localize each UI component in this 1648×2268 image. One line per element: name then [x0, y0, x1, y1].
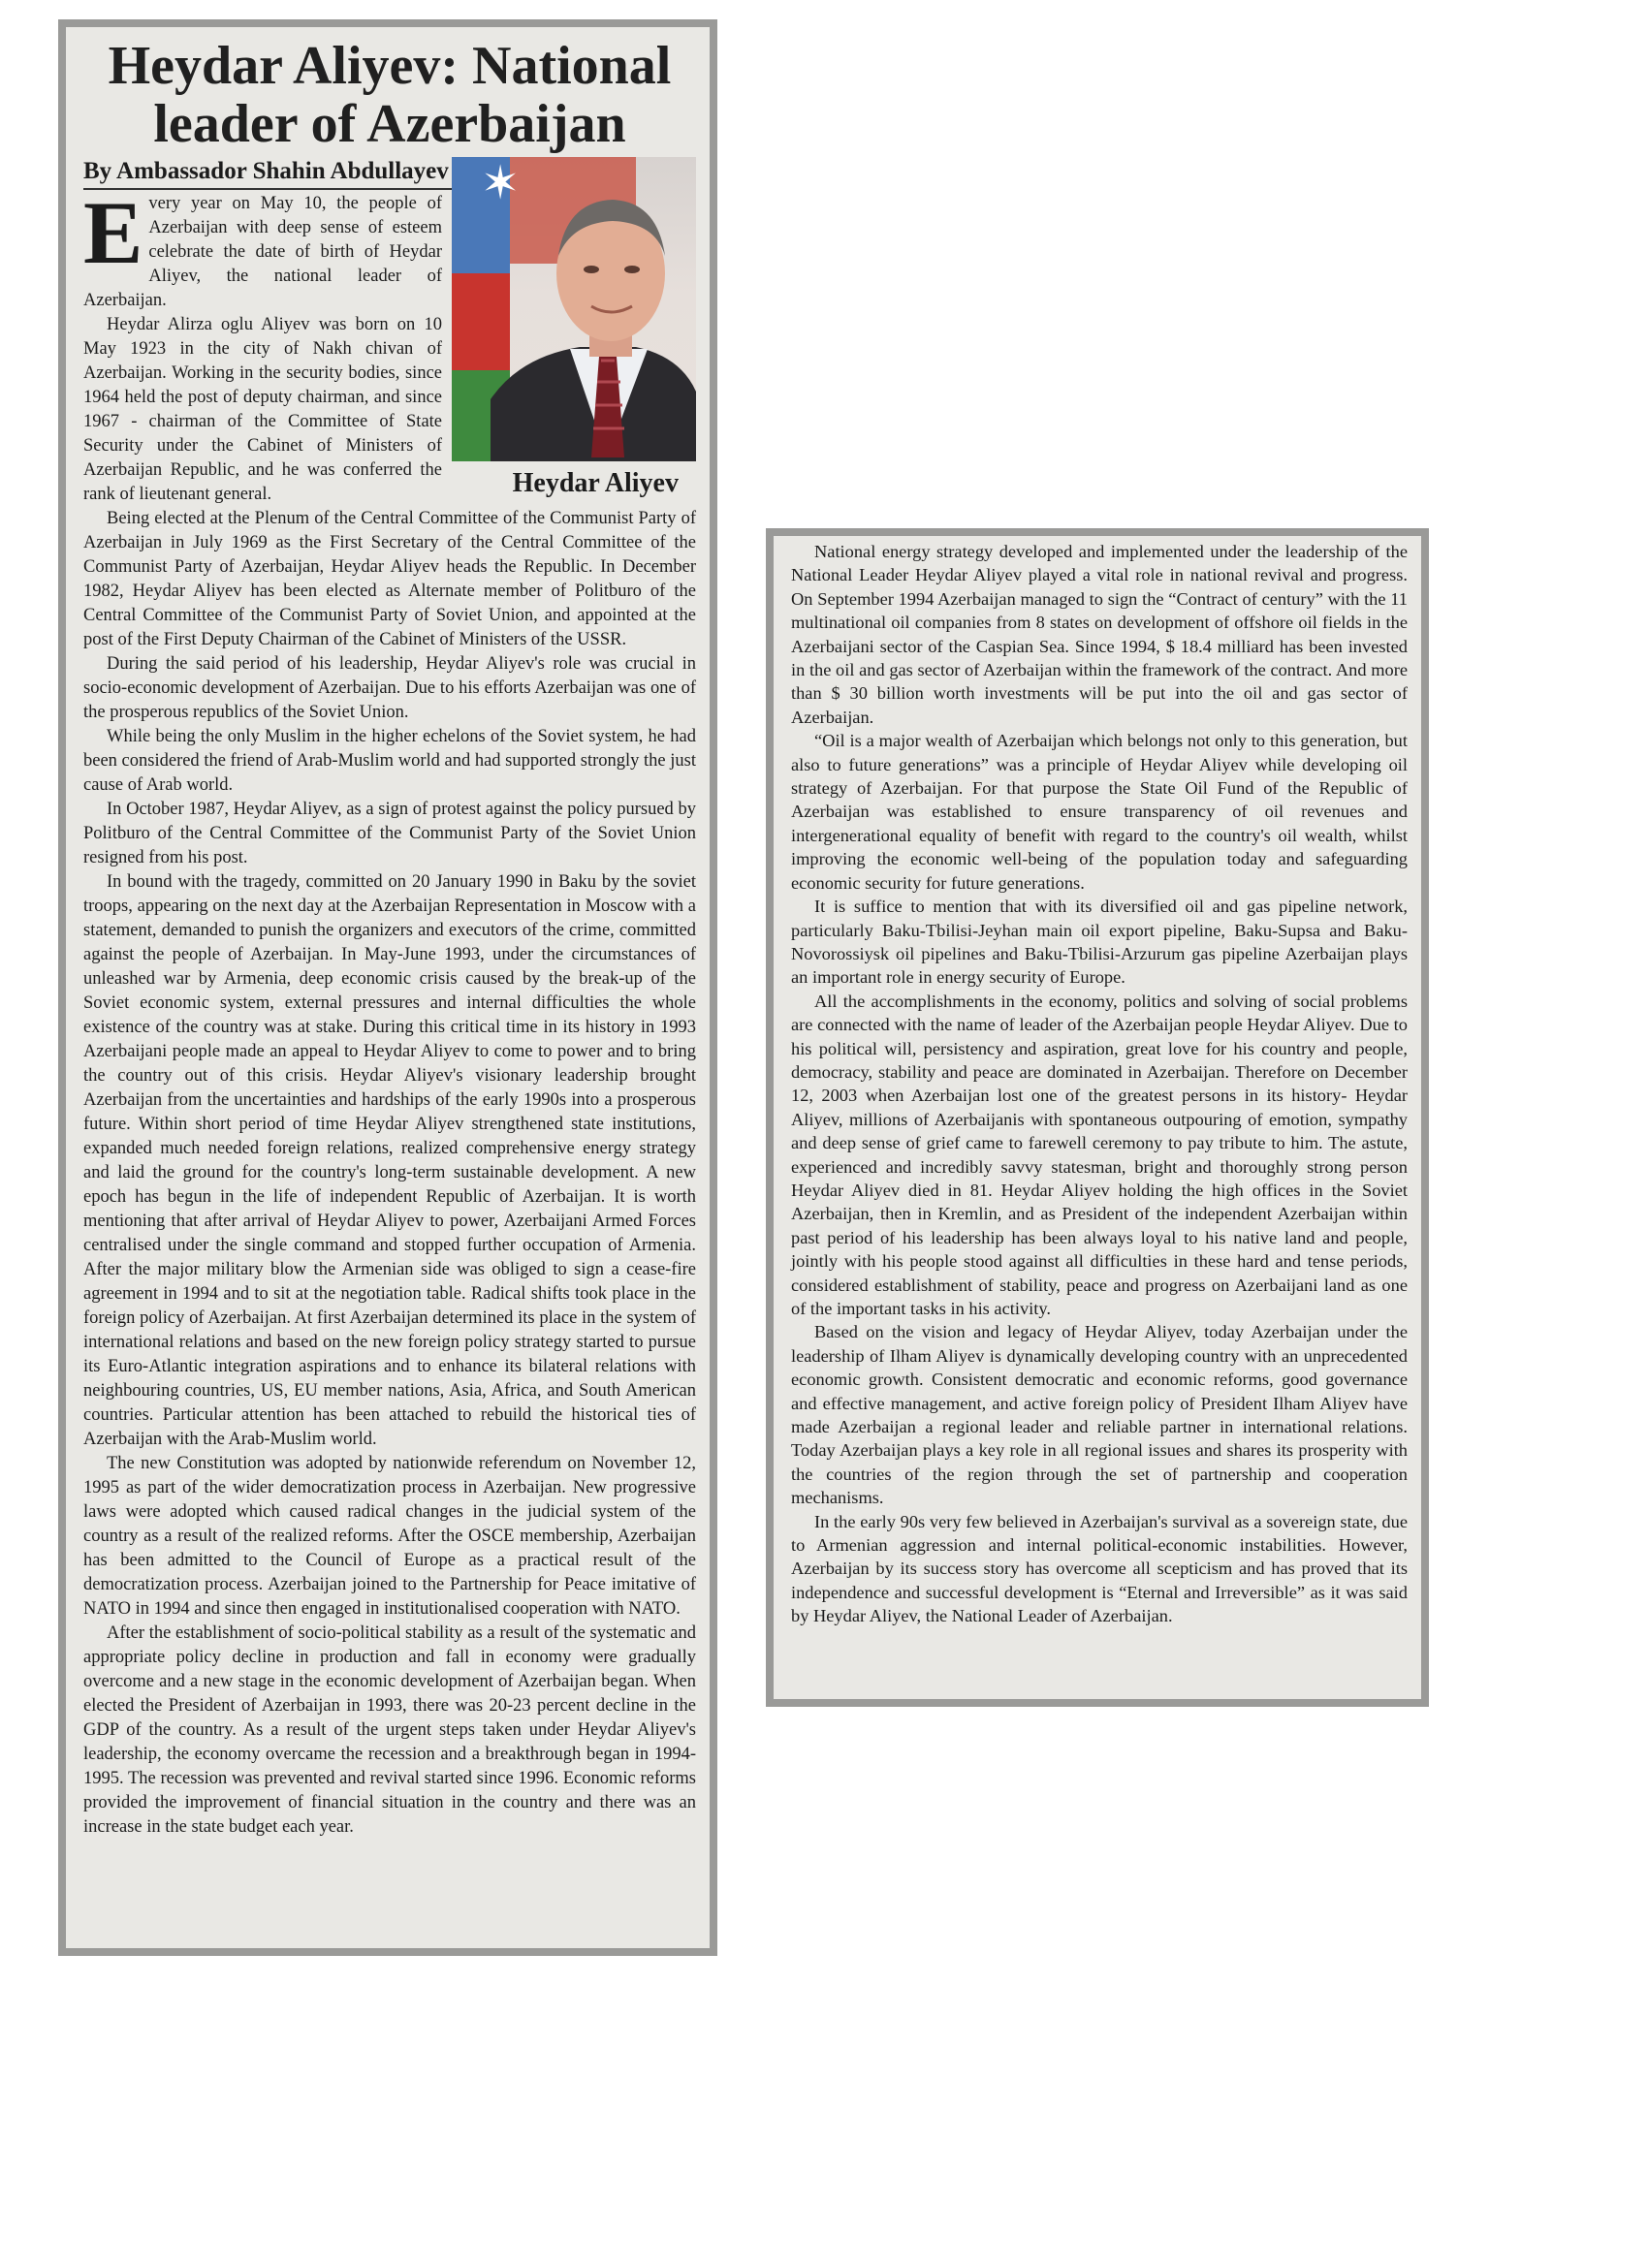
- paragraph: “Oil is a major wealth of Azerbaijan which belongs not only to this generation, but also to future generations” was a principle of Heydar Aliyev while developing oil strategy of Azerbaijan. For that purpose the State Oil Fund of the Republic of Azerbaijan was established to ensure transparency of oil revenues and intergenerational equality of benefit with regard to the country's oil wealth, whilst improving the economic well-being of the population today and safeguarding economic security for future generations.: [791, 731, 1408, 893]
- intro-text: very year on May 10, the people of Azerbaijan with deep sense of esteem celebrate the date of birth of Heydar Aliyev, the national leader of Azerbaijan.: [83, 194, 442, 310]
- dropcap: E: [83, 183, 143, 282]
- paragraph: While being the only Muslim in the higher echelons of the Soviet system, he had been considered the friend of Arab-Muslim world and had supported strongly the just cause of Arab world.: [83, 727, 696, 795]
- photo-block: [452, 157, 696, 500]
- paragraph: In bound with the tragedy, committed on 20 January 1990 in Baku by the soviet troops, appearing on the next day at the Azerbaijan Representation in Moscow with a statement, demanded to punish the organizers and executors of the crime, committed against the people of Azerbaijan. In May-June 1993, under the circumstances of unleashed war by Armenia, deep economic crisis caused by the break-up of the Soviet economic system, external pressures and internal difficulties the whole existence of the country was at stake. During this critical time in its history in 1993 Azerbaijani people made an appeal to Heydar Aliyev to come to power and to bring the country out of this crisis. Heydar Aliyev's visionary leadership brought Azerbaijan from the uncertainties and hardships of the early 1990s into a prosperous future. Within short period of time Heydar Aliyev strengthened state institutions, expanded much needed foreign relations, realized comprehensive energy strategy and laid the ground for the country's long-term sustainable development. A new epoch has begun in the life of independent Republic of Azerbaijan. It is worth mentioning that after arrival of Heydar Aliyev to power, Azerbaijani Armed Forces centralised under the single command and stopped further occupation of Armenia. After the major military blow the Armenian side was obliged to sign a cease-fire agreement in 1994 and to sit at the negotiation table. Radical shifts took place in the foreign policy of Azerbaijan. At first Azerbaijan determined its place in the system of international relations and based on the new foreign policy strategy started to pursue its Euro-Atlantic integration aspirations and to enhance its bilateral relations with neighbouring countries, US, EU member nations, Asia, Africa, and South American countries. Particular attention has been attached to rebuild the historical ties of Azerbaijan with the Arab-Muslim world.: [83, 872, 696, 1449]
- article-body-right: [791, 540, 1408, 1628]
- paragraph: Heydar Alirza oglu Aliyev was born on 10 May 1923 in the city of Nakh chivan of Azerbaijan. Working in the security bodies, since 1964 held the post of deputy chairman, and since 1967 - chairman of the Committee of State Security under the Cabinet of Ministers of Azerbaijan Republic, and he was conferred the rank of lieutenant general.: [83, 315, 442, 504]
- headline: Heydar Aliyev: National leader of Azerbaijan: [108, 36, 672, 154]
- star-icon: ✶: [481, 158, 521, 209]
- paragraph: The new Constitution was adopted by nationwide referendum on November 12, 1995 as part of the wider democratization process in Azerbaijan. New progressive laws were adopted which caused radical changes in the judicial system of the country as a result of the realized reforms. After the OSCE membership, Azerbaijan has been admitted to the Council of Europe as a practical result of the democratization process. Azerbaijan joined to the Partnership for Peace imitative of NATO in 1994 and since then engaged in institutionalised cooperation with NATO.: [83, 1454, 696, 1619]
- paragraph: It is suffice to mention that with its diversified oil and gas pipeline network, particularly Baku-Tbilisi-Jeyhan main oil export pipeline, Baku-Supsa and Baku-Novorossiysk oil pipelines and Baku-Tbilisi-Arzurum gas pipeline Azerbaijan plays an important role in energy security of Europe.: [791, 897, 1408, 988]
- paragraph: In the early 90s very few believed in Azerbaijan's survival as a sovereign state, due to Armenian aggression and internal political-economic instabilities. However, Azerbaijan by its success story has overcome all scepticism and has proved that its independence and successful development is “Eternal and Irreversible” as it was said by Heydar Aliyev, the National Leader of Azerbaijan.: [791, 1511, 1408, 1626]
- paragraph: Based on the vision and legacy of Heydar Aliyev, today Azerbaijan under the leadership of Ilham Aliyev is dynamically developing country with an unprecedented economic growth. Consistent democratic and economic reforms, good governance and effective management, and active foreign policy of President Ilham Aliyev have made Azerbaijan a regional leader and reliable partner in international relations. Today Azerbaijan plays a key role in all regional issues and shares its prosperity with the countries of the region through the set of partnership and cooperation mechanisms.: [791, 1322, 1408, 1508]
- paragraph: During the said period of his leadership, Heydar Aliyev's role was crucial in socio-economic development of Azerbaijan. Due to his efforts Azerbaijan was one of the prosperous republics of the Soviet Union.: [83, 654, 696, 722]
- byline: By Ambassador Shahin Abdullayev: [83, 157, 463, 190]
- paragraph: National energy strategy developed and implemented under the leadership of the National Leader Heydar Aliyev played a vital role in national revival and progress. On September 1994 Azerbaijan managed to sign the “Contract of century” with the 11 multinational oil companies from 8 states on development of offshore oil fields in the Azerbaijani sector of the Caspian Sea. Since 1994, $ 18.4 milliard has been invested in the oil and gas sector of Azerbaijan within the framework of the contract. And more than $ 30 billion worth investments will be put into the oil and gas sector of Azerbaijan.: [791, 542, 1408, 727]
- paragraph: After the establishment of socio-political stability as a result of the systematic and appropriate policy decline in production and fall in economy were gradually overcome and a new stage in the economic development of Azerbaijan began. When elected the President of Azerbaijan in 1993, there was 20-23 percent decline in the GDP of the country. As a result of the urgent steps taken under Heydar Aliyev's leadership, the economy overcame the recession and a breakthrough began in 1994-1995. The recession was prevented and revival started since 1996. Economic reforms provided the improvement of financial situation in the country and there was an increase in the state budget each year.: [83, 1623, 696, 1837]
- paragraph: In October 1987, Heydar Aliyev, as a sign of protest against the policy pursued by Politburo of the Central Committee of the Communist Party of the Soviet Union resigned from his post.: [83, 800, 696, 867]
- paragraph: Being elected at the Plenum of the Central Committee of the Communist Party of Azerbaijan in July 1969 as the First Secretary of the Central Committee of the Communist Party of Azerbaijan, Heydar Aliyev heads the Republic. In December 1982, Heydar Aliyev has been elected as Alternate member of Politburo of the Central Committee of the Communist Party of Soviet Union, and appointed at the post of the First Deputy Chairman of the Cabinet of Ministers of the USSR.: [83, 509, 696, 649]
- photo-caption: Heydar Aliyev: [512, 468, 679, 498]
- portrait-photo: [452, 157, 696, 461]
- paragraph: All the accomplishments in the economy, politics and solving of social problems are connected with the name of leader of the Azerbaijan people Heydar Aliyev. Due to his political will, persistency and aspiration, great love for his country and people, democracy, stability and peace are dominated in Azerbaijan. Therefore on December 12, 2003 when Azerbaijan lost one of the greatest persons in its history- Heydar Aliyev, millions of Azerbaijanis with spontaneous outpouring of emotion, sympathy and deep sense of grief came to farewell ceremony to pay tribute to him. The astute, experienced and incredibly savvy statesman, bright and thoroughly strong person Heydar Aliyev died in 81. Heydar Aliyev holding the high offices in the Soviet Azerbaijan, then in Kremlin, and as President of the independent Azerbaijan within past period of his leadership has been always loyal to his native land and people, jointly with his people stood against all difficulties in these hard and tense periods, considered establishment of stability, peace and progress on Azerbaijani land as one of the important tasks in his activity.: [791, 991, 1408, 1318]
- article-clipping-right: [766, 528, 1429, 1707]
- article-clipping-left: [58, 19, 717, 1956]
- portrait-figure: [491, 167, 696, 461]
